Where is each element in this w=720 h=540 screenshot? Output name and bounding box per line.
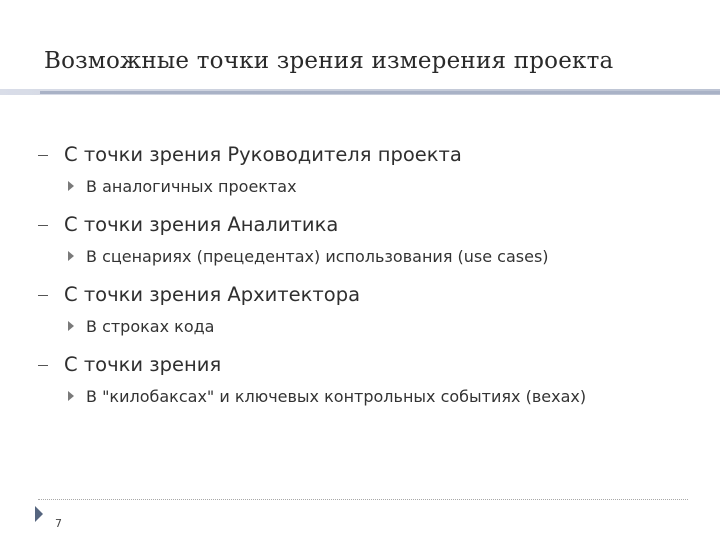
bullet-text: С точки зрения Архитектора <box>64 282 361 306</box>
sub-bullet-item <box>38 310 698 342</box>
bullet-item <box>38 278 698 310</box>
slide-title: Возможные точки зрения измерения проекта <box>44 48 614 74</box>
bullet-item <box>38 208 698 240</box>
sub-bullet-text: В строках кода <box>86 316 215 336</box>
dash-bullet-icon <box>38 295 48 296</box>
dash-bullet-icon <box>38 365 48 366</box>
sub-bullet-text: В аналогичных проектах <box>86 176 297 196</box>
dash-bullet-icon <box>38 155 48 156</box>
bullet-text: С точки зрения Руководителя проекта <box>64 142 462 166</box>
triangle-bullet-icon <box>68 321 74 331</box>
sub-bullet-item <box>38 380 698 412</box>
footer-triangle-icon <box>35 506 43 522</box>
title-rule <box>40 91 720 94</box>
bullet-list <box>38 138 698 418</box>
bullet-item <box>38 138 698 170</box>
sub-bullet-text: В "килобаксах" и ключевых контрольных событиях (вехах) <box>86 386 587 406</box>
triangle-bullet-icon <box>68 181 74 191</box>
sub-bullet-item <box>38 240 698 272</box>
sub-bullet-item <box>38 170 698 202</box>
bullet-text: С точки зрения <box>64 352 222 376</box>
triangle-bullet-icon <box>68 391 74 401</box>
bullet-item <box>38 348 698 380</box>
bullet-text: С точки зрения Аналитика <box>64 212 339 236</box>
triangle-bullet-icon <box>68 251 74 261</box>
sub-bullet-text: В сценариях (прецедентах) использования (use cases) <box>86 246 549 266</box>
dash-bullet-icon <box>38 225 48 226</box>
footer-rule <box>38 499 688 500</box>
page-number: 7 <box>55 517 62 530</box>
